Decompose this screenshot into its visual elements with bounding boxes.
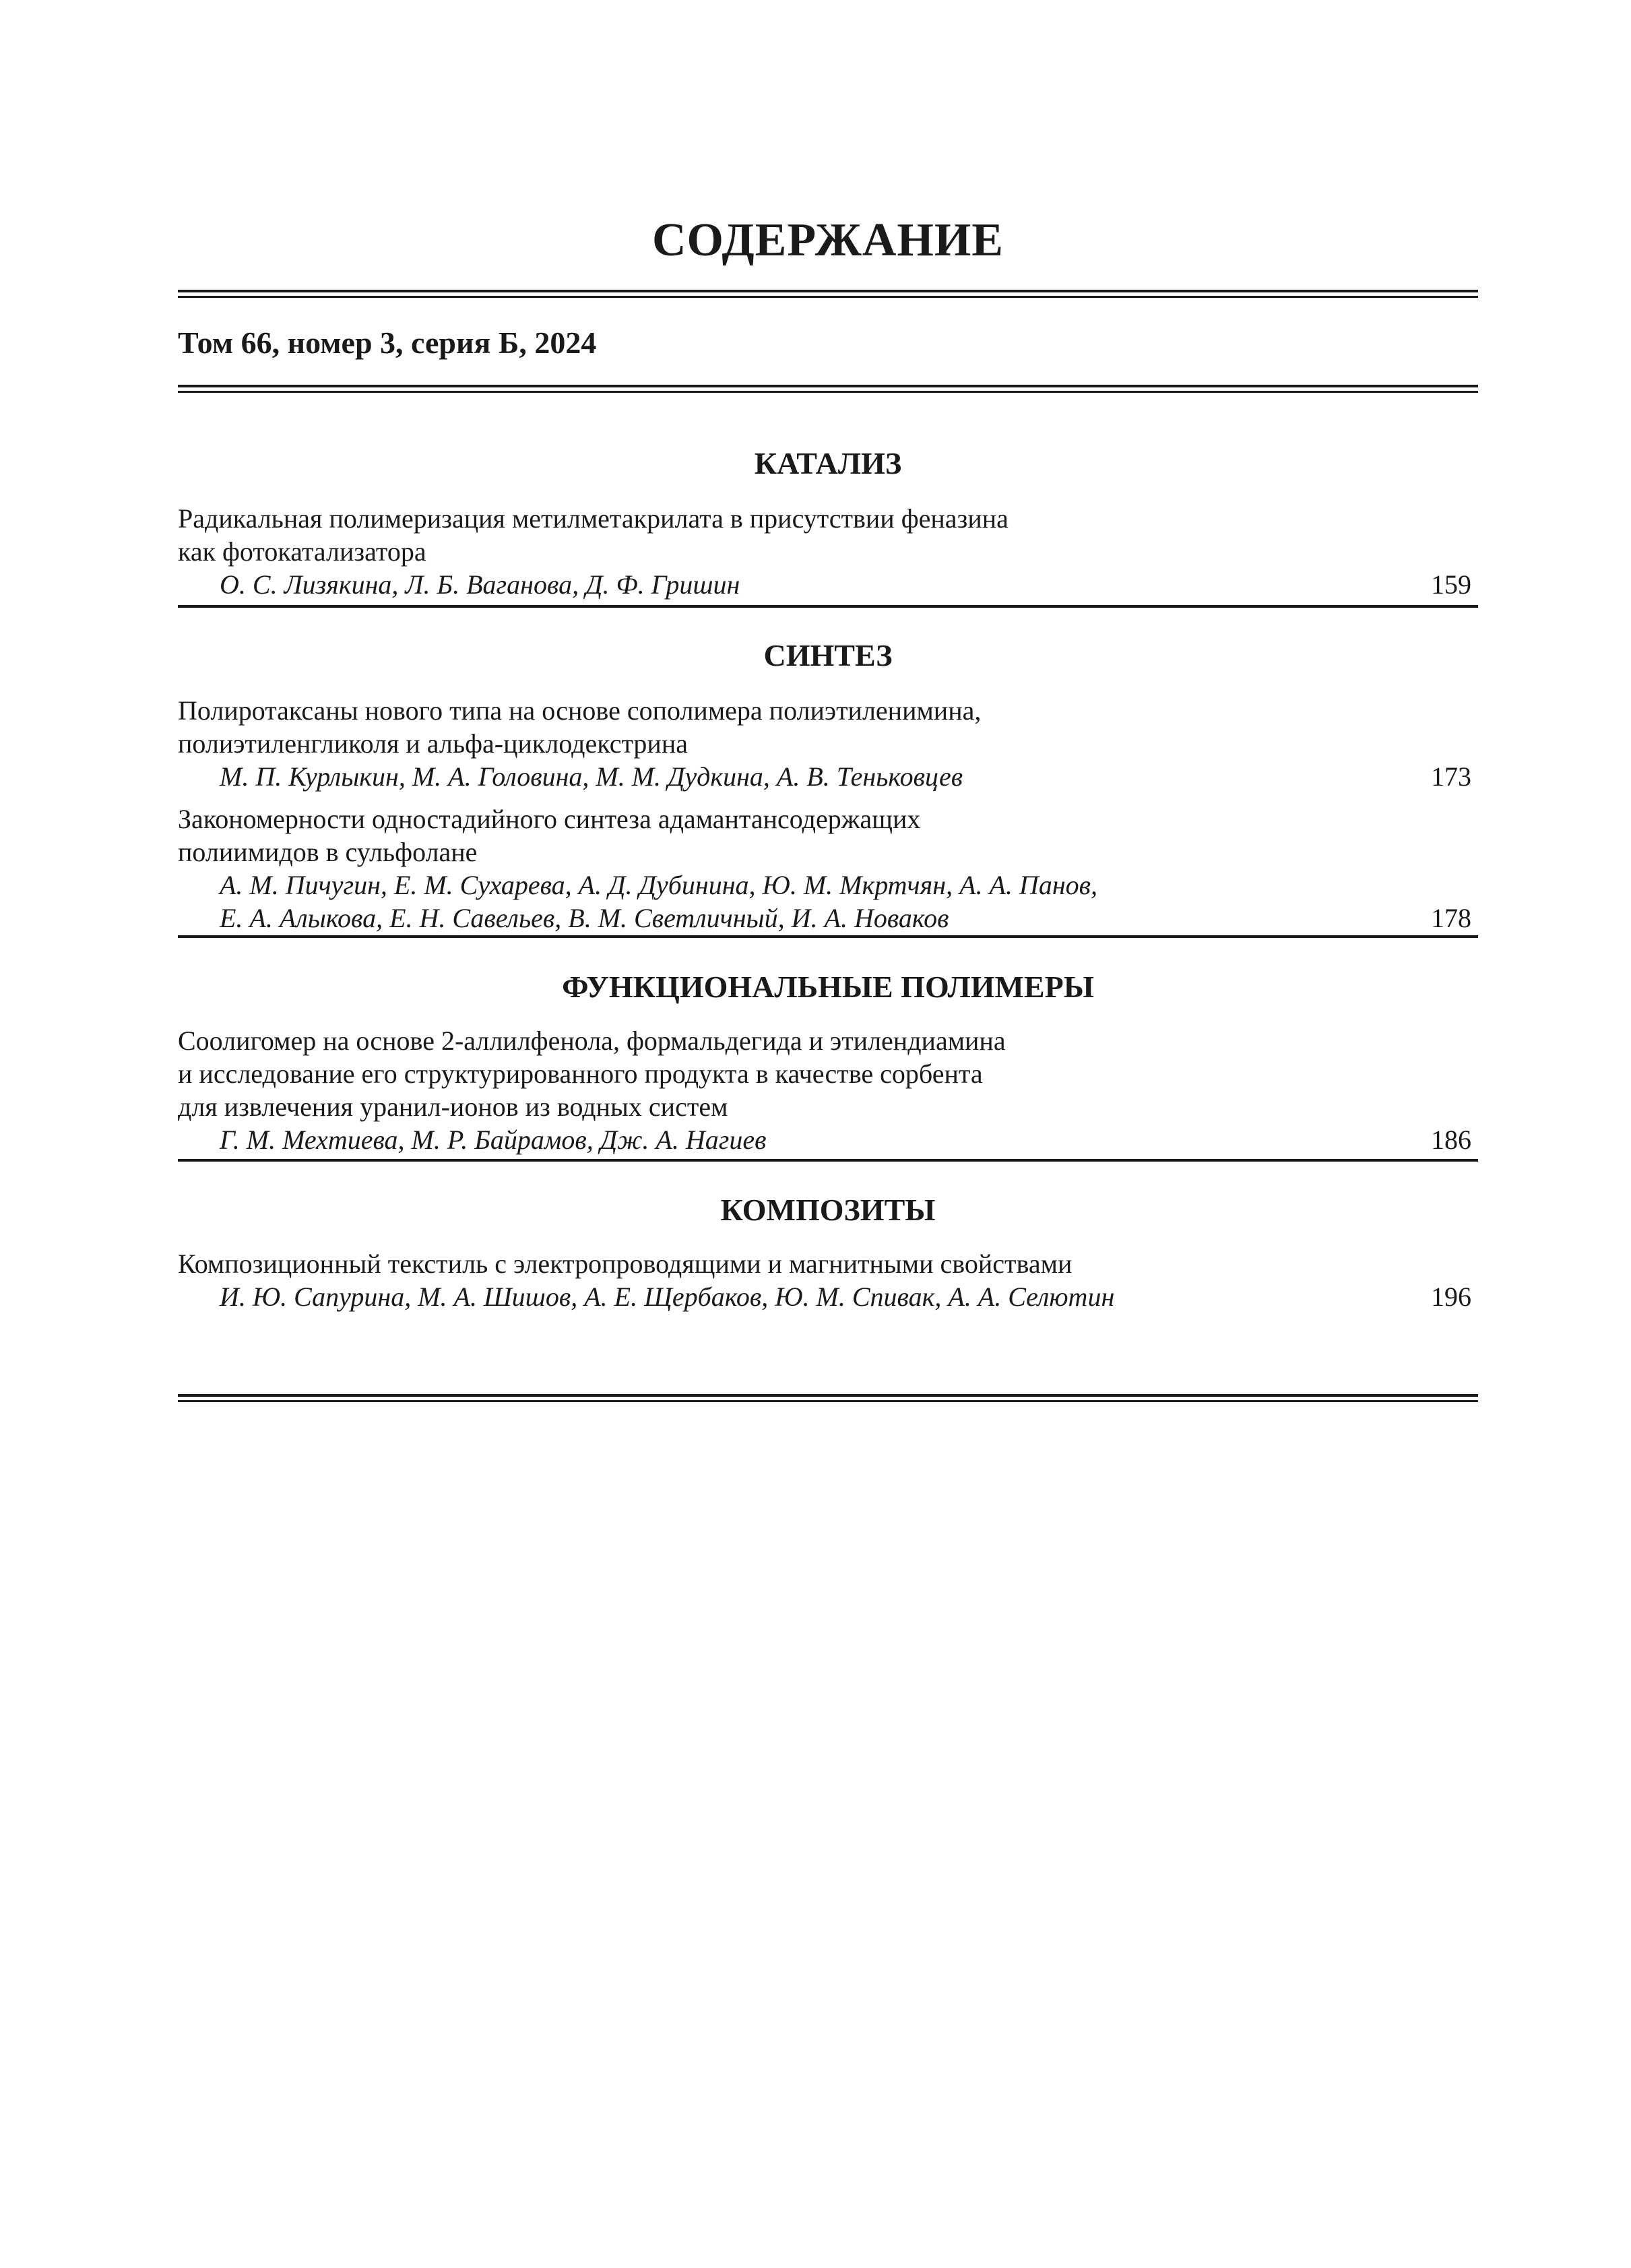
entry-title-line: и исследование его структурированного продукта в качестве сорбента (178, 1059, 983, 1089)
section-divider (178, 935, 1478, 938)
footer-double-rule (178, 1394, 1478, 1402)
section-divider (178, 605, 1478, 608)
toc-entry[interactable] (178, 802, 1478, 935)
entry-authors: М. П. Курлыкин, М. А. Головина, М. М. Дудкина, А. В. Теньковцев (220, 761, 963, 792)
entry-authors-row (178, 1280, 1478, 1313)
entry-title-line: Соолигомер на основе 2-аллилфенола, формальдегида и этилендиамина (178, 1026, 1006, 1056)
toc-entry[interactable] (178, 1024, 1478, 1156)
entry-title-line: полиимидов в сульфолане (178, 837, 478, 867)
entry-title-line: Композиционный текстиль с электропроводящими и магнитными свойствами (178, 1249, 1073, 1279)
header-double-rule (178, 385, 1478, 393)
entry-page-number: 173 (1431, 761, 1471, 792)
toc-entry[interactable] (178, 1247, 1478, 1313)
entry-title-line: Радикальная полимеризация метилметакрилата в присутствии феназина (178, 503, 1009, 534)
entry-authors: И. Ю. Сапурина, М. А. Шишов, А. Е. Щербаков, Ю. М. Спивак, А. А. Селютин (220, 1282, 1115, 1312)
entry-authors: А. М. Пичугин, Е. М. Сухарева, А. Д. Дубинина, Ю. М. Мкртчян, А. А. Панов, (220, 870, 1098, 900)
entry-title-line: Полиротаксаны нового типа на основе сополимера полиэтиленимина, (178, 695, 982, 726)
entry-title-line: Закономерности одностадийного синтеза адамантансодержащих (178, 804, 921, 834)
section-heading-synthesis: СИНТЕЗ (763, 638, 893, 672)
entry-title-line: как фотокатализатора (178, 536, 426, 567)
page-title: СОДЕРЖАНИЕ (651, 214, 1004, 266)
entry-title-line: полиэтиленгликоля и альфа-циклодекстрина (178, 728, 688, 759)
section-heading-functional-polymers: ФУНКЦИОНАЛЬНЫЕ ПОЛИМЕРЫ (562, 970, 1094, 1004)
entry-page-number: 159 (1431, 569, 1471, 600)
entry-page-number: 186 (1431, 1125, 1471, 1155)
toc-entry[interactable] (178, 694, 1478, 793)
section-heading-composites: КОМПОЗИТЫ (720, 1193, 936, 1227)
section-divider (178, 1159, 1478, 1162)
entry-authors-row (178, 902, 1478, 935)
entry-page-number: 196 (1431, 1282, 1471, 1312)
title-double-rule (178, 290, 1478, 298)
entry-authors: Г. М. Мехтиева, М. Р. Байрамов, Дж. А. Нагиев (220, 1125, 767, 1155)
entry-authors-row (178, 760, 1478, 793)
entry-authors: Е. А. Алыкова, Е. Н. Савельев, В. М. Светличный, И. А. Новаков (220, 903, 949, 933)
entry-page-number: 178 (1431, 903, 1471, 933)
toc-entry[interactable] (178, 502, 1478, 601)
entry-authors: О. С. Лизякина, Л. Б. Ваганова, Д. Ф. Гришин (220, 569, 740, 600)
section-heading-catalysis: КАТАЛИЗ (754, 446, 902, 480)
issue-info: Том 66, номер 3, серия Б, 2024 (178, 325, 597, 360)
entry-title-line: для извлечения уранил-ионов из водных систем (178, 1092, 728, 1122)
entry-authors-row (178, 1123, 1478, 1156)
entry-authors-row (178, 568, 1478, 601)
